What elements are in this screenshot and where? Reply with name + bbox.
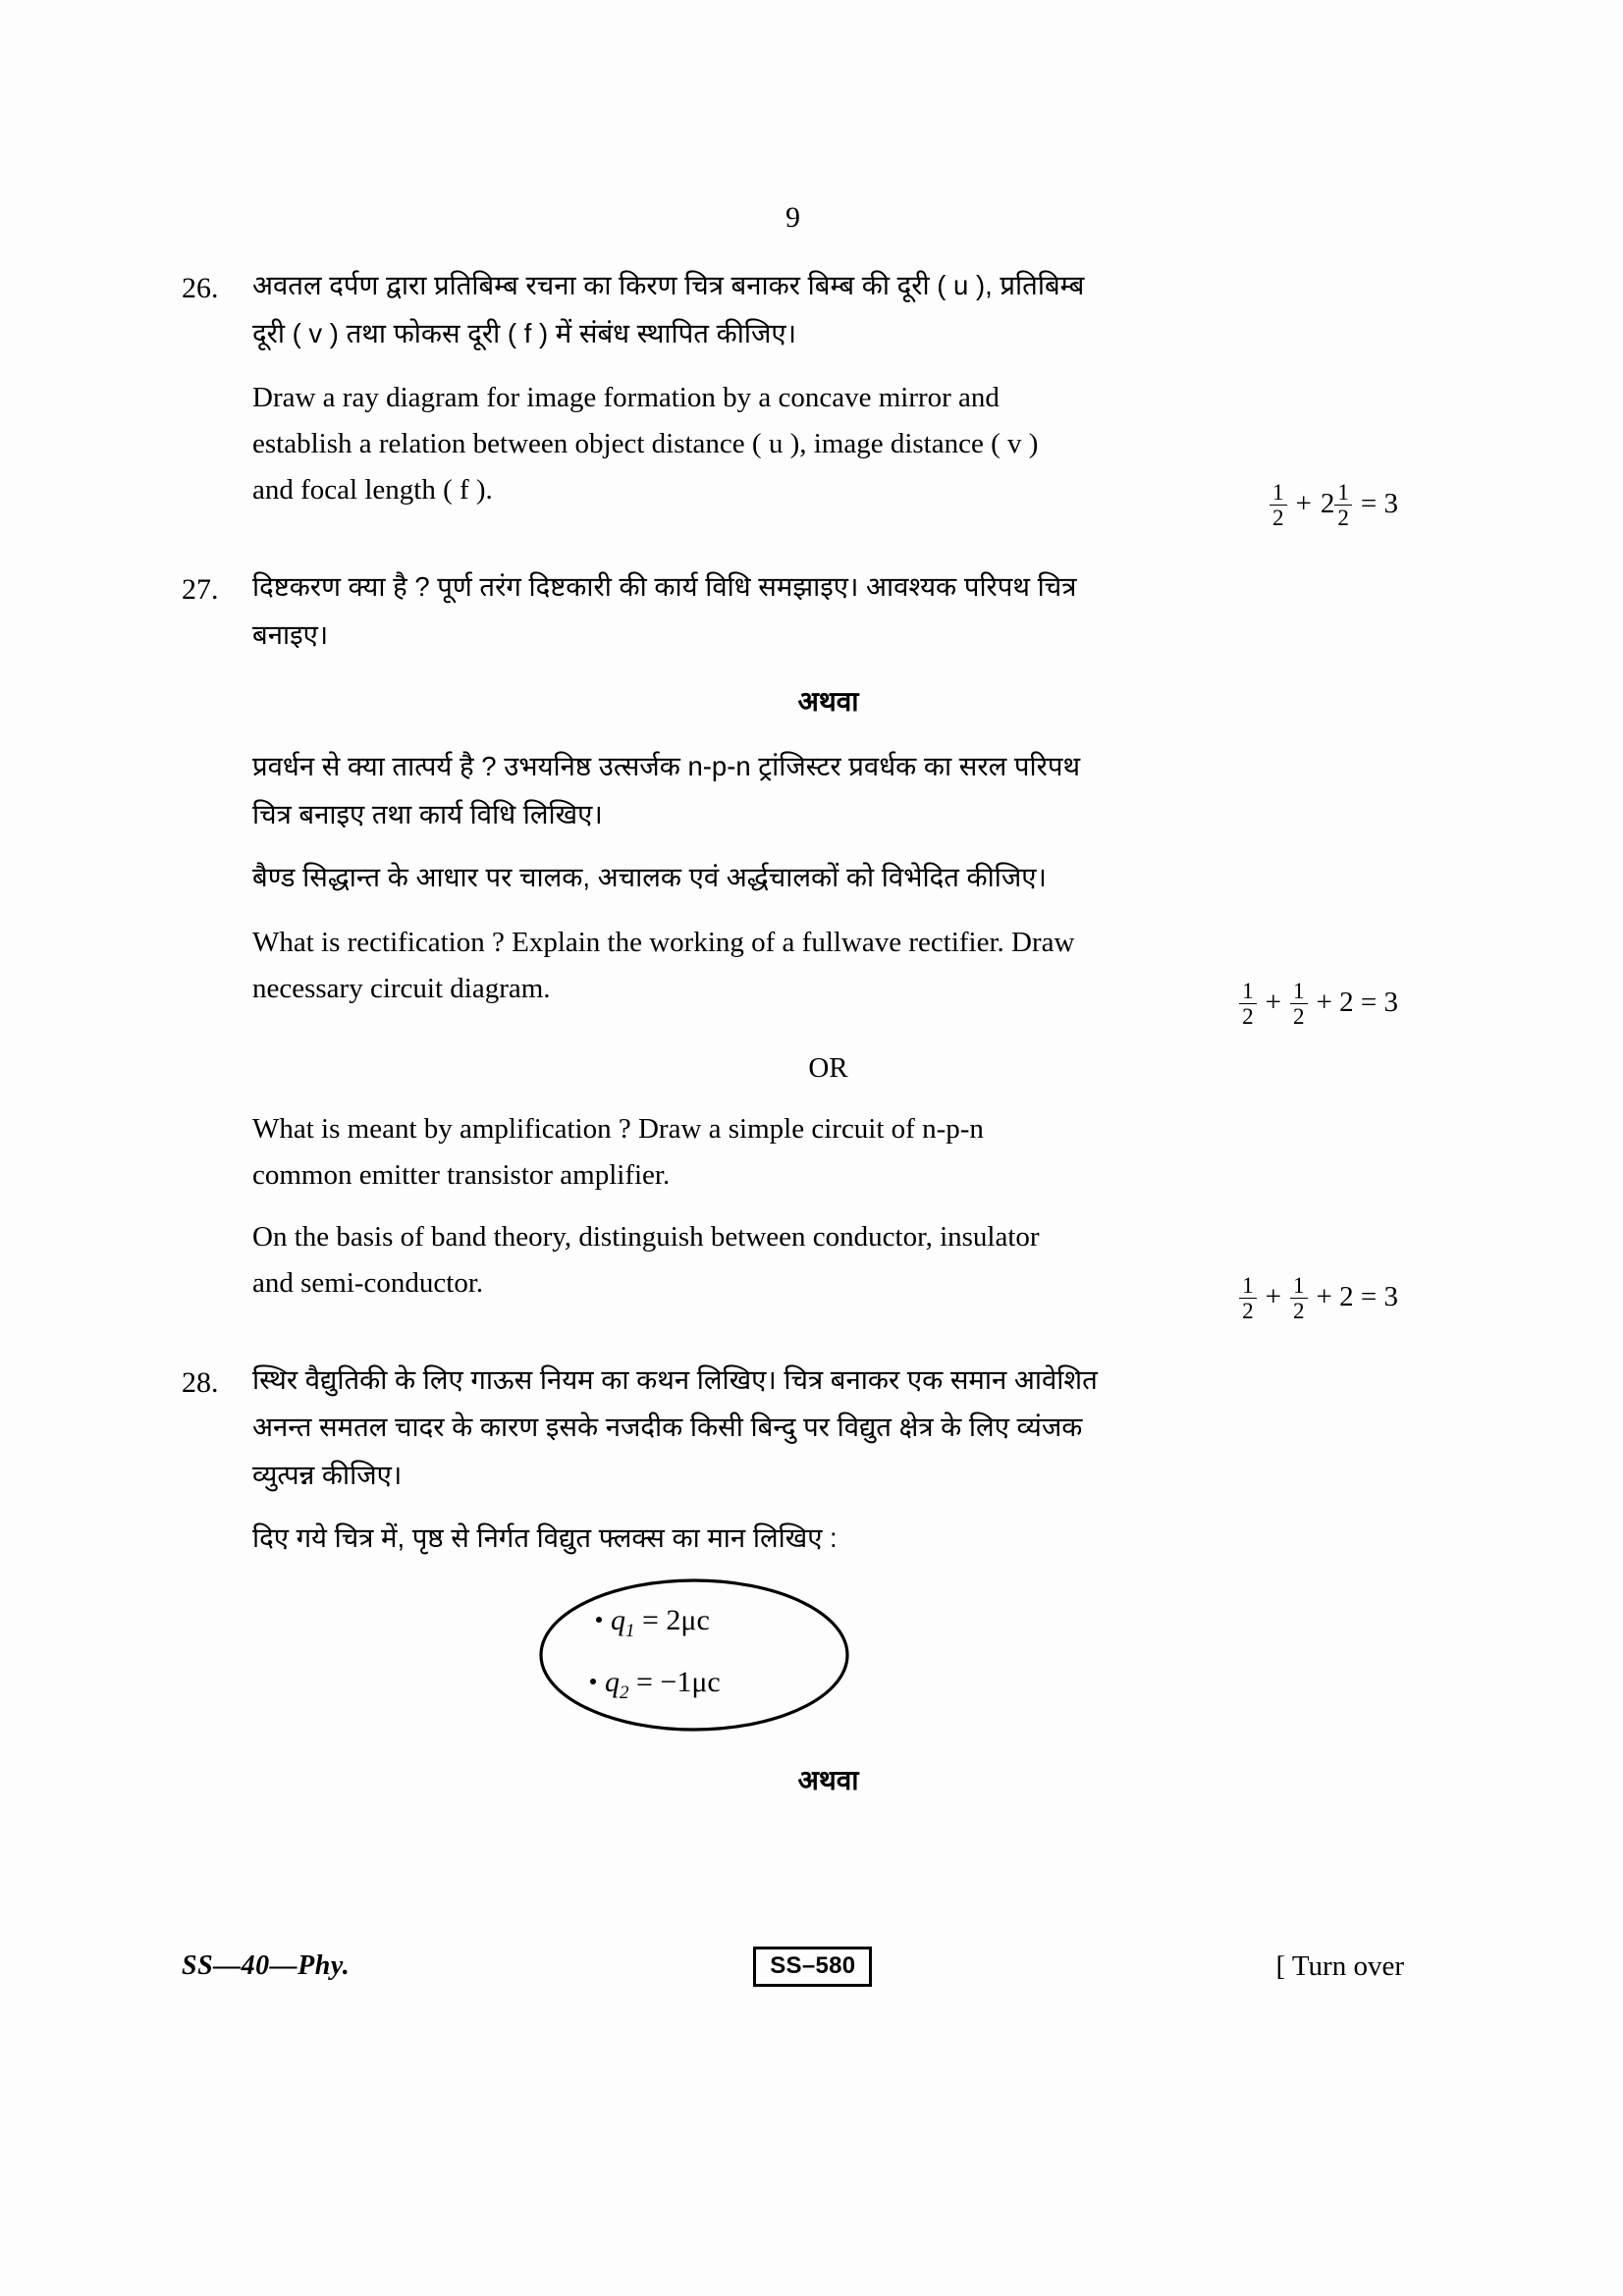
question-26-body	[252, 264, 1404, 531]
fraction-numerator: 1	[1239, 1274, 1257, 1299]
charge-label-q1: $q_1 = 2\mu c$	[596, 1604, 710, 1642]
fraction-one-half	[1239, 980, 1257, 1028]
question-26-hindi-line-1: अवतल दर्पण द्वारा प्रतिबिम्ब रचना का किरण चित्र बनाकर बिम्ब की दूरी ( u ), प्रतिबिम्ब	[252, 270, 1085, 300]
fraction-denominator: 2	[1293, 1003, 1305, 1029]
question-26-marks	[1270, 480, 1404, 531]
charge-point-q2	[590, 1679, 596, 1684]
question-27-marks-amplification	[1239, 1273, 1404, 1321]
marks-plus: +	[1265, 986, 1282, 1018]
fraction-one-half-2	[1290, 980, 1308, 1028]
question-28-hindi-line-1: स्थिर वैद्युतिकी के लिए गाऊस नियम का कथन लिखिए। चित्र बनाकर एक समान आवेशित	[252, 1363, 1098, 1395]
question-26-english-line-2: establish a relation between object distance ( u ), image distance ( v )	[252, 428, 1039, 460]
question-26-english-line-3: and focal length ( f ).	[252, 474, 493, 507]
fraction-numerator: 1	[1270, 481, 1287, 506]
question-28-number: 28.	[182, 1365, 219, 1399]
question-27-band-theory-english-line-1: On the basis of band theory, distinguish between conductor, insulator	[252, 1220, 1040, 1253]
question-27	[182, 565, 1404, 1321]
fraction-one-half	[1270, 481, 1287, 529]
page-content	[182, 201, 1404, 1824]
question-26-hindi-line-2: दूरी ( v ) तथा फोकस दूरी ( f ) में संबंध स्थापित कीजिए।	[252, 317, 797, 348]
fraction-numerator: 1	[1290, 980, 1308, 1004]
fraction-denominator: 2	[1242, 1003, 1254, 1029]
spacer	[252, 1199, 1404, 1214]
question-28-flux-prompt: दिए गये चित्र में, पृष्ठ से निर्गत विद्युत फ्लक्स का मान लिखिए :	[252, 1522, 838, 1554]
page-number: 9	[785, 201, 800, 234]
question-27-english-line-2-with-marks	[252, 966, 1404, 1027]
page-footer	[182, 1947, 1404, 1987]
question-26	[182, 264, 1404, 531]
question-27-marks-rectification	[1239, 979, 1404, 1027]
marks-tail: + 2 = 3	[1316, 986, 1398, 1018]
question-27-alt-english-line-1: What is meant by amplification ? Draw a simple circuit of n-p-n	[252, 1112, 984, 1145]
marks-total: = 3	[1360, 488, 1398, 520]
question-27-alt-hindi-line-1: प्रवर्धन से क्या तात्पर्य है ? उभयनिष्ठ उत्सर्जक n-p-n ट्रांजिस्टर प्रवर्धक का सरल परिपथ	[252, 751, 1081, 782]
footer-paper-label: SS—40—Phy.	[182, 1950, 351, 1982]
spacer	[252, 840, 1404, 856]
question-27-body	[252, 565, 1404, 1321]
spacer	[252, 1501, 1404, 1517]
question-27-alt-english-line-2: common emitter transistor amplifier.	[252, 1158, 671, 1191]
question-27-band-theory-english-line-2-with-marks	[252, 1260, 1404, 1321]
ellipse-surface	[537, 1576, 851, 1734]
question-27-english-line-1: What is rectification ? Explain the working of a fullwave rectifier. Draw	[252, 926, 1075, 958]
fraction-one-half-2	[1290, 1274, 1308, 1322]
marks-plus: +	[1295, 488, 1312, 520]
question-27-band-theory-hindi: बैण्ड सिद्धान्त के आधार पर चालक, अचालक एवं अर्द्धचालकों को विभेदित कीजिए।	[252, 862, 1047, 893]
question-28-hindi-line-3: व्युत्पन्न कीजिए।	[252, 1459, 403, 1490]
question-28-body	[252, 1359, 1404, 1824]
fraction-one-half	[1239, 1274, 1257, 1322]
spacer	[182, 1321, 1404, 1351]
fraction-denominator: 2	[1337, 506, 1349, 531]
question-27-alt-hindi-line-2: चित्र बनाइए तथा कार्य विधि लिखिए।	[252, 798, 603, 829]
question-28	[182, 1359, 1404, 1824]
marks-plus: +	[1265, 1280, 1282, 1312]
charge-q2-value: = −1μc	[636, 1665, 721, 1698]
question-26-english-line-1: Draw a ray diagram for image formation by a concave mirror and	[252, 382, 1000, 414]
marks-tail: + 2 = 3	[1316, 1280, 1398, 1312]
question-27-english-line-2: necessary circuit diagram.	[252, 972, 551, 1004]
spacer	[252, 359, 1404, 375]
question-27-alternative-english-heading: OR	[808, 1051, 848, 1084]
question-27-band-theory-english-line-2: and semi-conductor.	[252, 1266, 484, 1299]
question-28-alternative-hindi-heading: अथवा	[797, 1764, 859, 1795]
fraction-numerator: 1	[1334, 481, 1352, 506]
fraction-numerator: 1	[1290, 1274, 1308, 1299]
question-27-hindi-line-2: बनाइए।	[252, 618, 329, 650]
charge-q1-value: = 2μc	[642, 1603, 710, 1636]
fraction-denominator: 2	[1293, 1298, 1305, 1323]
fraction-denominator: 2	[1242, 1298, 1254, 1323]
fraction-one-half-2	[1334, 481, 1352, 529]
fraction-denominator: 2	[1272, 506, 1284, 531]
question-27-number: 27.	[182, 573, 219, 607]
fraction-numerator: 1	[1239, 980, 1257, 1004]
mixed-number-two-and-half	[1320, 480, 1352, 531]
question-26-number: 26.	[182, 272, 219, 304]
charge-point-q1	[596, 1617, 602, 1623]
spacer	[182, 528, 1404, 558]
footer-turn-over: [ Turn over	[1275, 1949, 1404, 1982]
question-27-hindi-line-1: दिष्टकरण क्या है ? पूर्ण तरंग दिष्टकारी की कार्य विधि समझाइए। आवश्यक परिपथ चित्र	[252, 571, 1077, 603]
question-28-hindi-line-2: अनन्त समतल चादर के कारण इसके नजदीक किसी बिन्दु पर विद्युत क्षेत्र के लिए व्यंजक	[252, 1412, 1083, 1443]
question-27-alternative-hindi-heading: अथवा	[797, 686, 859, 718]
mixed-whole: 2	[1320, 488, 1335, 520]
question-26-last-line-with-marks	[252, 467, 1404, 531]
footer-code-box: SS–580	[753, 1947, 872, 1987]
gauss-law-charge-diagram	[252, 1571, 1404, 1757]
spacer	[252, 904, 1404, 920]
charge-label-q2: $q_2 = -1\mu c$	[590, 1666, 721, 1704]
